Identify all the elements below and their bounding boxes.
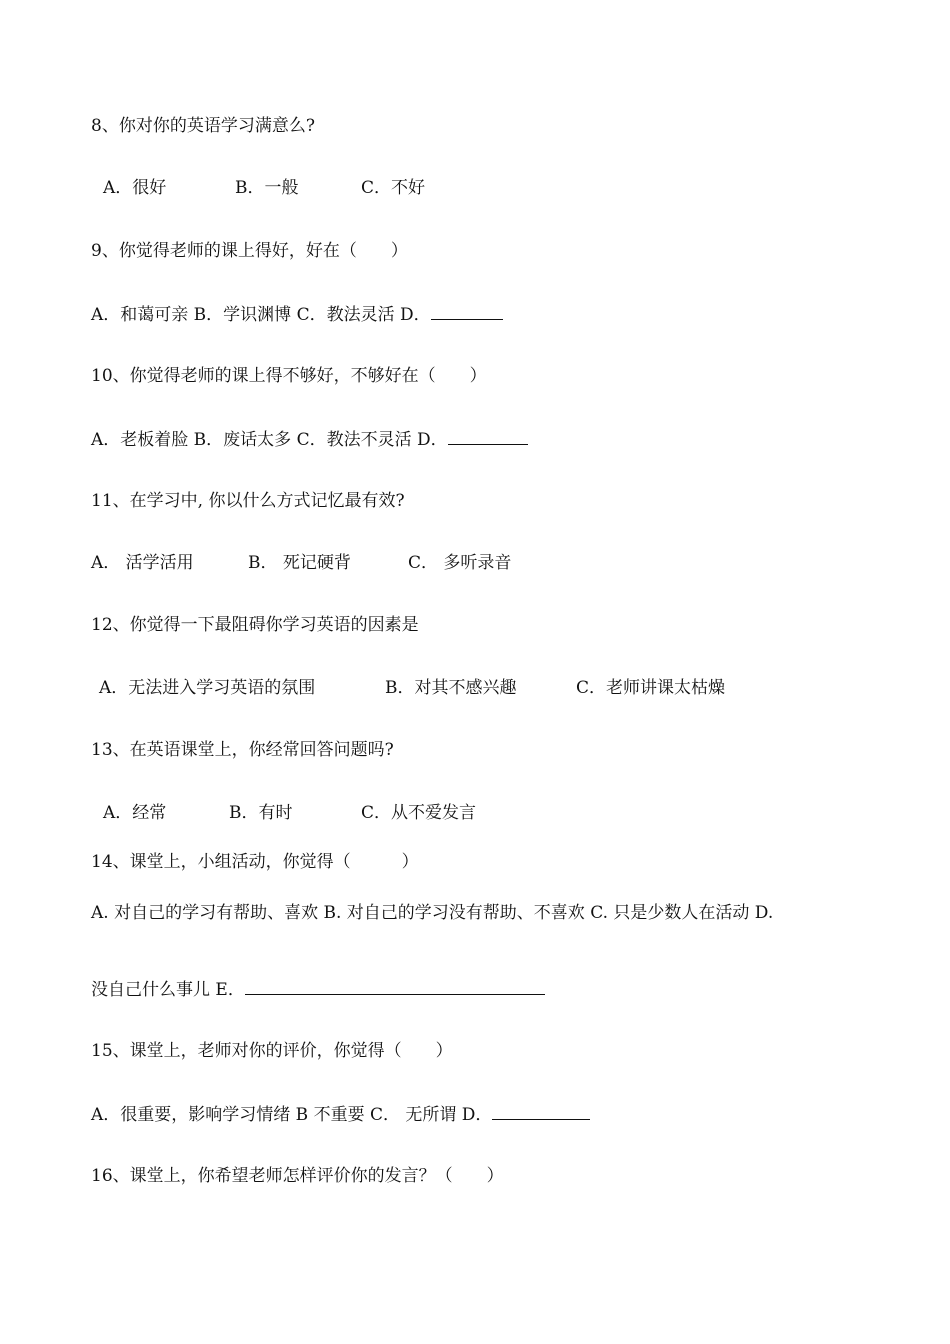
question-16: 16、课堂上，你希望老师怎样评价你的发言？（ ） — [91, 1166, 504, 1186]
question-15-options — [91, 1101, 590, 1127]
question-14-options-line2 — [91, 976, 545, 1002]
option-b: B．有时 — [229, 803, 293, 823]
question-15: 15、课堂上，老师对你的评价，你觉得（ ） — [91, 1041, 453, 1061]
question-12-options — [99, 676, 726, 700]
option-c: C． 多听录音 — [408, 553, 512, 573]
question-13: 13、在英语课堂上，你经常回答问题吗? — [91, 740, 394, 760]
option-b: B．一般 — [235, 178, 299, 198]
question-9-options — [91, 301, 503, 327]
options-text: A．很重要，影响学习情绪 B 不重要 C． 无所谓 D． — [91, 1105, 493, 1125]
question-14: 14、课堂上，小组活动，你觉得（ ） — [91, 852, 419, 872]
option-a: A．经常 — [103, 803, 167, 823]
option-a: A． 活学活用 — [91, 553, 194, 573]
option-b: B．对其不感兴趣 — [385, 678, 517, 698]
question-14-options-line1: A. 对自己的学习有帮助、喜欢 B. 对自己的学习没有帮助、不喜欢 C. 只是少数人在活动 D. — [91, 903, 774, 923]
question-9: 9、你觉得老师的课上得好，好在（ ） — [91, 241, 408, 261]
answer-blank — [431, 301, 503, 320]
question-8: 8、你对你的英语学习满意么? — [91, 116, 315, 136]
question-13-options — [103, 801, 477, 825]
question-10: 10、你觉得老师的课上得不够好，不够好在（ ） — [91, 366, 487, 386]
question-8-options — [103, 176, 426, 200]
option-c: C．老师讲课太枯燥 — [576, 678, 726, 698]
question-11-options — [91, 551, 512, 575]
option-c: C．不好 — [361, 178, 426, 198]
answer-blank — [448, 426, 528, 445]
answer-blank — [245, 976, 545, 995]
option-a: A．无法进入学习英语的氛围 — [99, 678, 316, 698]
answer-blank — [492, 1101, 590, 1120]
question-12: 12、你觉得一下最阻碍你学习英语的因素是 — [91, 615, 419, 635]
options-text: A．和蔼可亲 B．学识渊博 C．教法灵活 D． — [91, 305, 431, 325]
option-a: A．很好 — [103, 178, 167, 198]
question-10-options — [91, 426, 528, 452]
options-text: 没自己什么事儿 E． — [91, 980, 245, 1000]
option-c: C．从不爱发言 — [361, 803, 477, 823]
option-b: B． 死记硬背 — [248, 553, 351, 573]
question-11: 11、在学习中, 你以什么方式记忆最有效? — [91, 491, 405, 511]
options-text: A．老板着脸 B．废话太多 C．教法不灵活 D． — [91, 430, 448, 450]
